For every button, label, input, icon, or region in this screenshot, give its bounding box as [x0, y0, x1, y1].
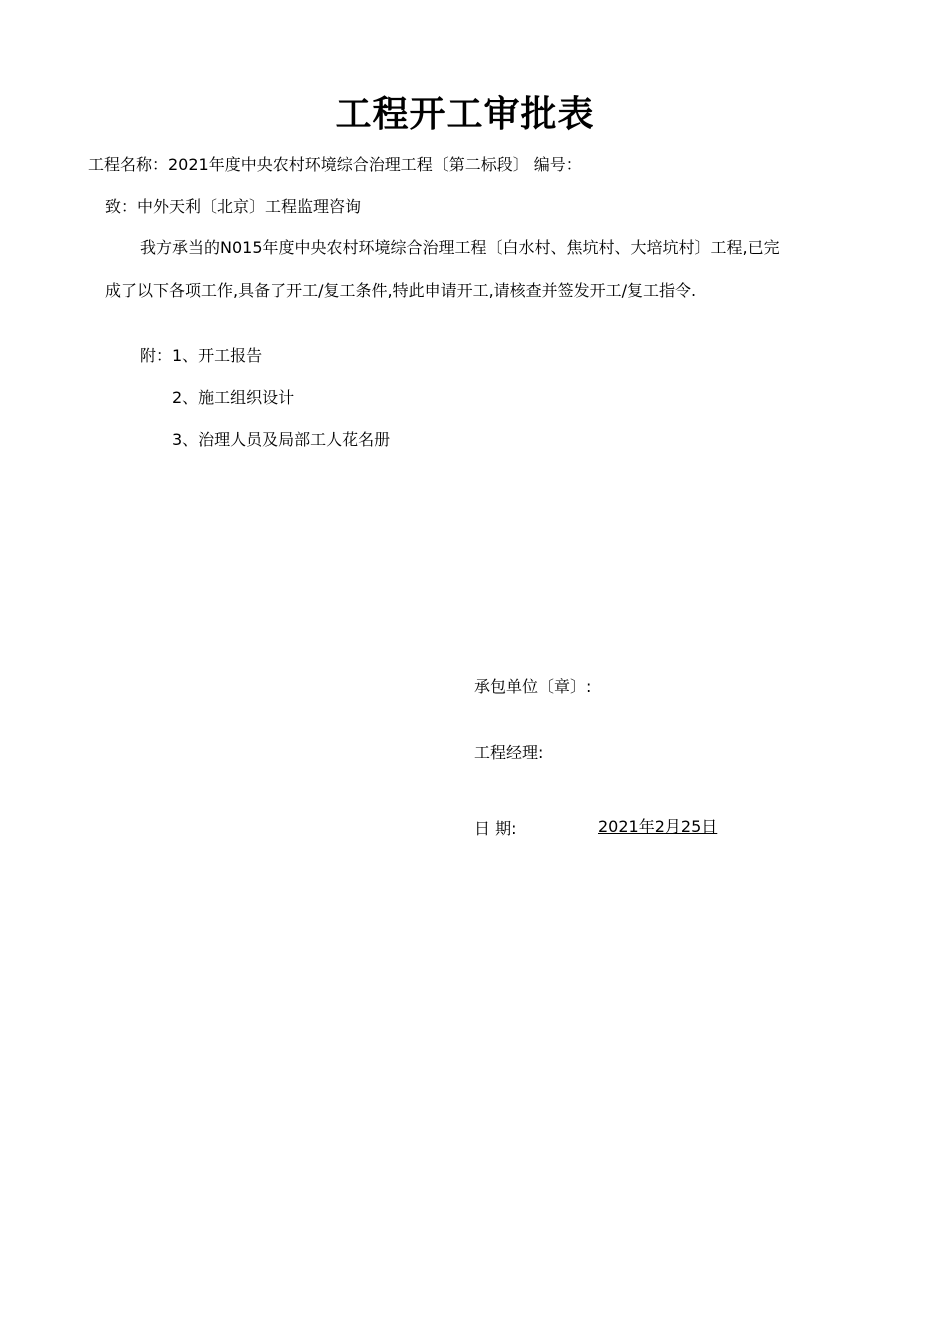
attachment-item: 3、治理人员及局部工人花名册: [172, 430, 391, 449]
date-value: 2021年2月25日: [598, 817, 718, 836]
body-paragraph-line-2: 成了以下各项工作,具备了开工/复工条件,特此申请开工,请核查并签发开工/复工指令.: [105, 281, 697, 300]
body-paragraph-line-1: 我方承当的N015年度中央农村环境综合治理工程〔白水村、焦坑村、大培坑村〕工程,已完: [140, 238, 780, 257]
project-manager-label: 工程经理:: [474, 743, 544, 762]
attachment-item: 附：1、开工报告: [140, 346, 263, 365]
project-name-line: 工程名称：2021年度中央农村环境综合治理工程〔第二标段〕 编号：: [88, 155, 582, 174]
page-title: 工程开工审批表: [335, 93, 595, 135]
contractor-seal-label: 承包单位〔章〕:: [474, 677, 592, 696]
attachment-item: 2、施工组织设计: [172, 388, 295, 407]
recipient-line: 致：中外天利〔北京〕工程监理咨询: [105, 197, 362, 216]
date-label: 日 期:: [474, 819, 517, 838]
